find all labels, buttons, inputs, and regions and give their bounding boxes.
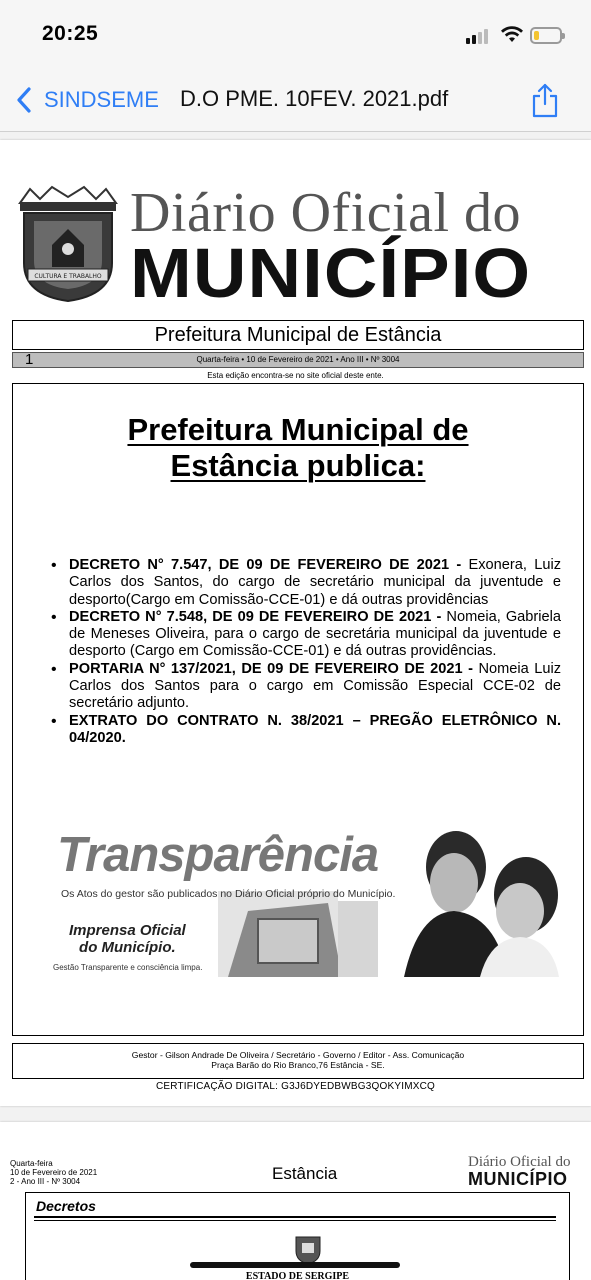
chevron-left-icon — [14, 86, 36, 114]
list-item-bold: PORTARIA N° 137/2021, DE 09 DE FEVEREIRO DE 2021 - — [69, 660, 473, 677]
pdf-page-1[interactable] — [0, 140, 591, 1106]
page2-masthead-top: Diário Oficial do — [468, 1154, 571, 1170]
prefeitura-box — [12, 320, 584, 350]
pdf-page-2[interactable] — [0, 1122, 591, 1280]
battery-level — [534, 31, 539, 40]
footer-credits: Gestor - Gilson Andrade De Oliveira / Secretário - Governo / Editor - Ass. Comunicação — [131, 1050, 465, 1060]
imprensa-line-2: do Município. — [79, 939, 176, 956]
footer-address: Praça Barão do Rio Branco,76 Estância - SE. — [211, 1060, 385, 1070]
list-item-text: Nomeia, Gabriela de Meneses Oliveira, para o cargo de secretária municipal da juventude e desporto (Cargo em Comissão-CCE-01) e dá outras providências. — [69, 608, 561, 660]
status-time: 20:25 — [42, 22, 99, 45]
section-title: Decretos — [36, 1198, 96, 1214]
home-indicator[interactable] — [190, 1262, 400, 1268]
state-crest-icon — [294, 1233, 322, 1265]
back-button-label: SINDSEME — [44, 87, 159, 112]
banner-title: Transparência — [57, 828, 379, 882]
page2-edition: 2 - Ano III - Nº 3004 — [10, 1177, 81, 1186]
list-item — [53, 661, 561, 713]
list-item — [53, 609, 561, 661]
masthead-title-top: Diário Oficial do — [130, 182, 522, 244]
navigation-bar — [0, 70, 591, 132]
document-title: D.O PME. 10FEV. 2021.pdf — [180, 86, 449, 111]
list-item-bold: DECRETO N° 7.547, DE 09 DE FEVEREIRO DE 2021 - — [69, 557, 462, 573]
imprensa-line-1: Imprensa Oficial — [69, 922, 186, 939]
list-item-text: Nomeia Luiz Carlos dos Santos para o cargo em Comissão Especial CCE-02 de secretário adjunto. — [69, 660, 561, 712]
content-box — [12, 383, 584, 1036]
battery-icon — [530, 27, 562, 44]
wifi-icon — [500, 24, 524, 44]
list-item-text: Exonera, Luiz Carlos dos Santos, do cargo de secretário municipal da juventude e desporto(Cargo em Comissão-CCE-01) e dá outras providências — [69, 557, 561, 608]
section-rule — [34, 1216, 556, 1218]
municipal-crest-icon — [12, 185, 124, 303]
page2-header-date — [10, 1159, 97, 1186]
cellular-signal-icon — [466, 28, 492, 44]
headline-line-1: Prefeitura Municipal de — [127, 412, 469, 447]
prefeitura-name: Prefeitura Municipal de Estância — [154, 324, 442, 346]
edition-info-bar — [12, 352, 584, 368]
edition-info: Quarta-feira • 10 de Fevereiro de 2021 • Ano III • Nº 3004 — [196, 355, 400, 364]
banner-tagline: Gestão Transparente e consciência limpa. — [53, 963, 203, 972]
status-bar — [0, 0, 591, 70]
site-note: Esta edição encontra-se no site oficial deste ente. — [207, 371, 384, 380]
page-footer-box — [12, 1043, 584, 1079]
publication-list — [53, 557, 561, 747]
page2-header-city: Estância — [272, 1164, 338, 1183]
list-item — [53, 713, 561, 748]
state-label: ESTADO DE SERGIPE — [245, 1271, 350, 1280]
list-item — [53, 557, 561, 609]
headline-line-2: Estância publica: — [170, 448, 426, 483]
crest-motto: CULTURA E TRABALHO — [34, 273, 102, 280]
share-icon[interactable] — [530, 82, 560, 118]
list-item-bold: EXTRATO DO CONTRATO N. 38/2021 – PREGÃO ELETRÔNICO N. 04/2020. — [69, 712, 561, 746]
page-number: 1 — [25, 351, 34, 368]
digital-certification: CERTIFICAÇÃO DIGITAL: G3J6DYEDBWBG3QOKYIMXCQ — [155, 1081, 436, 1092]
section-rule — [34, 1220, 556, 1221]
masthead-title-bottom: MUNICÍPIO — [130, 234, 532, 312]
page2-masthead-bottom: MUNICÍPIO — [468, 1169, 568, 1189]
list-item-bold: DECRETO N° 7.548, DE 09 DE FEVEREIRO DE 2021 - — [69, 608, 442, 625]
back-button[interactable] — [14, 84, 159, 116]
page2-weekday: Quarta-feira — [10, 1159, 53, 1168]
page2-date: 10 de Fevereiro de 2021 — [10, 1168, 98, 1177]
banner-subtitle: Os Atos do gestor são publicados no Diário Oficial próprio do Município. — [61, 888, 396, 900]
headline — [13, 412, 583, 484]
imprensa-oficial-label — [69, 922, 186, 956]
masthead — [12, 182, 586, 312]
transparencia-banner — [53, 827, 559, 977]
